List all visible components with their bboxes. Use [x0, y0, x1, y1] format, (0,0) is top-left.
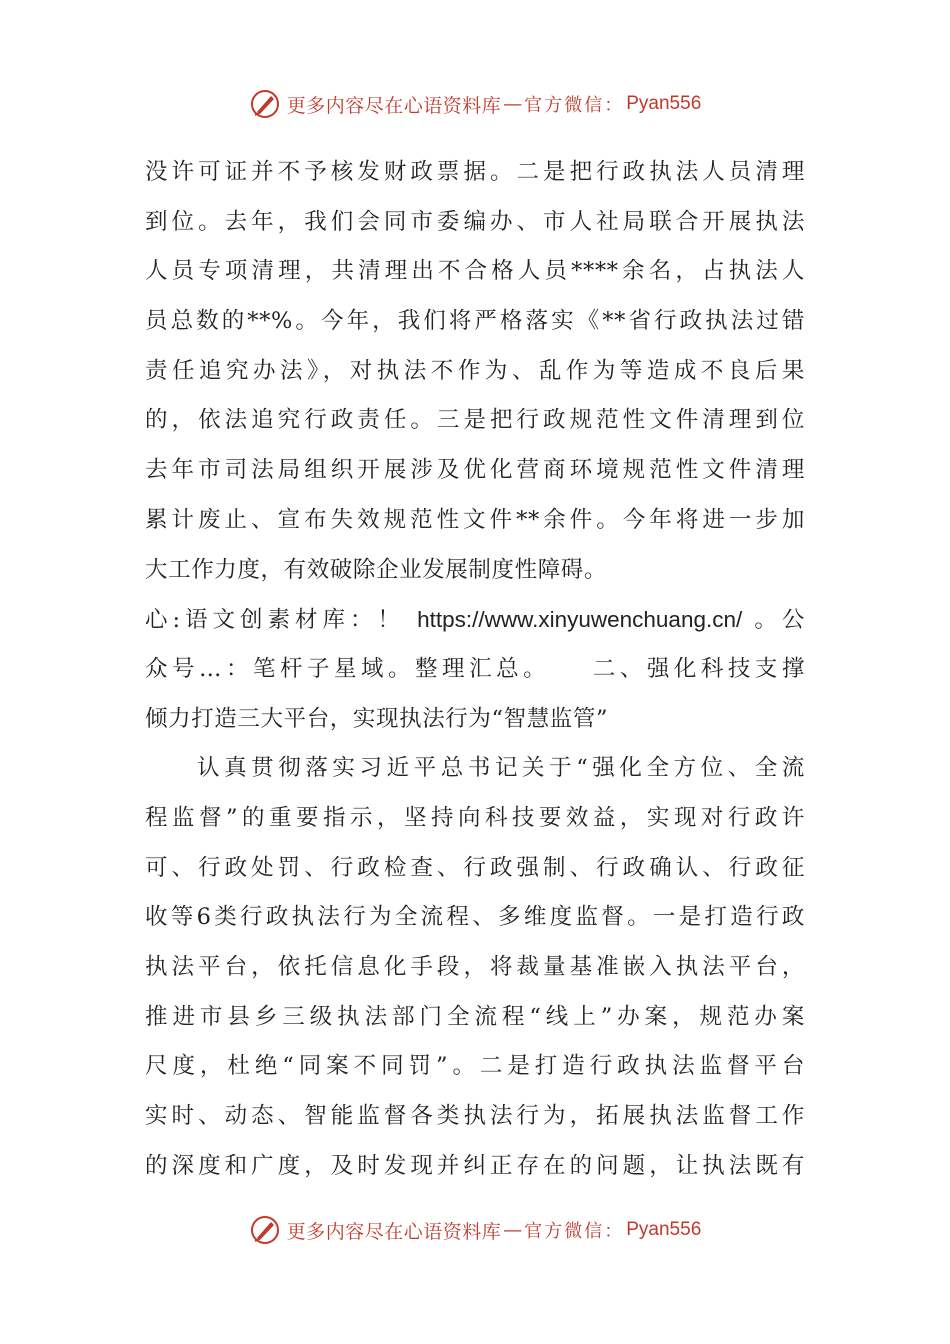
banner-title: 更多内容尽在心语资料库 — [286, 1220, 502, 1243]
text-line: 程监督”的重要指示，坚持向科技要效益，实现对行政许 — [145, 804, 805, 831]
text-line: 去年市司法局组织开展涉及优化营商环境规范性文件清理 — [145, 457, 805, 484]
text-line: 众号…：笔杆子星域。整理汇总。 二、强化科技支撑 — [145, 655, 805, 682]
section-heading-line: 倾力打造三大平台，实现执法行为“智慧监管” — [145, 705, 609, 732]
text-line: 收等6类行政执法行为全流程、多维度监督。一是打造行政 — [145, 904, 805, 931]
text-line: 尺度，杜绝“同案不同罚”。二是打造行政执法监督平台 — [145, 1053, 805, 1080]
text-line: 可、行政处罚、行政检查、行政强制、行政确认、行政征 — [145, 854, 805, 881]
text-line: 员总数的**%。今年，我们将严格落实《**省行政执法过错 — [145, 308, 805, 335]
text-line: 的深度和广度，及时发现并纠正存在的问题，让执法既有 — [145, 1152, 805, 1179]
text-line: 人员专项清理，共清理出不合格人员****余名，占执法人 — [145, 258, 805, 285]
banner-dash: — — [503, 1219, 523, 1241]
banner-title: 更多内容尽在心语资料库 — [286, 94, 502, 117]
url-suffix: 。公 — [754, 607, 805, 634]
document-body — [145, 148, 805, 1191]
text-line: 到位。去年，我们会同市委编办、市人社局联合开展执法 — [145, 208, 805, 235]
url-line — [145, 595, 805, 645]
text-line: 累计废止、宣布失效规范性文件**余件。今年将进一步加 — [145, 506, 805, 533]
banner-wechat-id: Pyan556 — [626, 93, 702, 114]
text-line: 大工作力度，有效破除企业发展制度性障碍。 — [145, 556, 608, 583]
banner-subtitle: 官方微信： — [524, 95, 625, 116]
text-line: 推进市县乡三级执法部门全流程“线上”办案，规范办案 — [145, 1003, 805, 1030]
text-line: 责任追究办法》，对执法不作为、乱作为等造成不良后果 — [145, 357, 805, 384]
footer-banner — [0, 1210, 950, 1250]
quill-logo-icon — [249, 88, 281, 120]
website-link[interactable]: https://www.xinyuwenchuang.cn/ — [417, 607, 743, 633]
url-prefix: 心:语文创素材库：！ — [145, 607, 405, 634]
banner-subtitle: 官方微信： — [524, 1221, 625, 1242]
text-line: 认真贯彻落实习近平总书记关于“强化全方位、全流 — [197, 755, 805, 782]
text-line: 的，依法追究行政责任。三是把行政规范性文件清理到位 — [145, 407, 805, 434]
banner-wechat-id: Pyan556 — [626, 1219, 702, 1240]
text-line: 执法平台，依托信息化手段，将裁量基准嵌入执法平台， — [145, 954, 805, 980]
banner-dash: — — [503, 93, 523, 115]
text-line: 没许可证并不予核发财政票据。二是把行政执法人员清理 — [145, 159, 805, 185]
text-line: 实时、动态、智能监督各类执法行为，拓展执法监督工作 — [145, 1103, 805, 1130]
header-banner — [0, 84, 950, 124]
quill-logo-icon — [249, 1214, 281, 1246]
